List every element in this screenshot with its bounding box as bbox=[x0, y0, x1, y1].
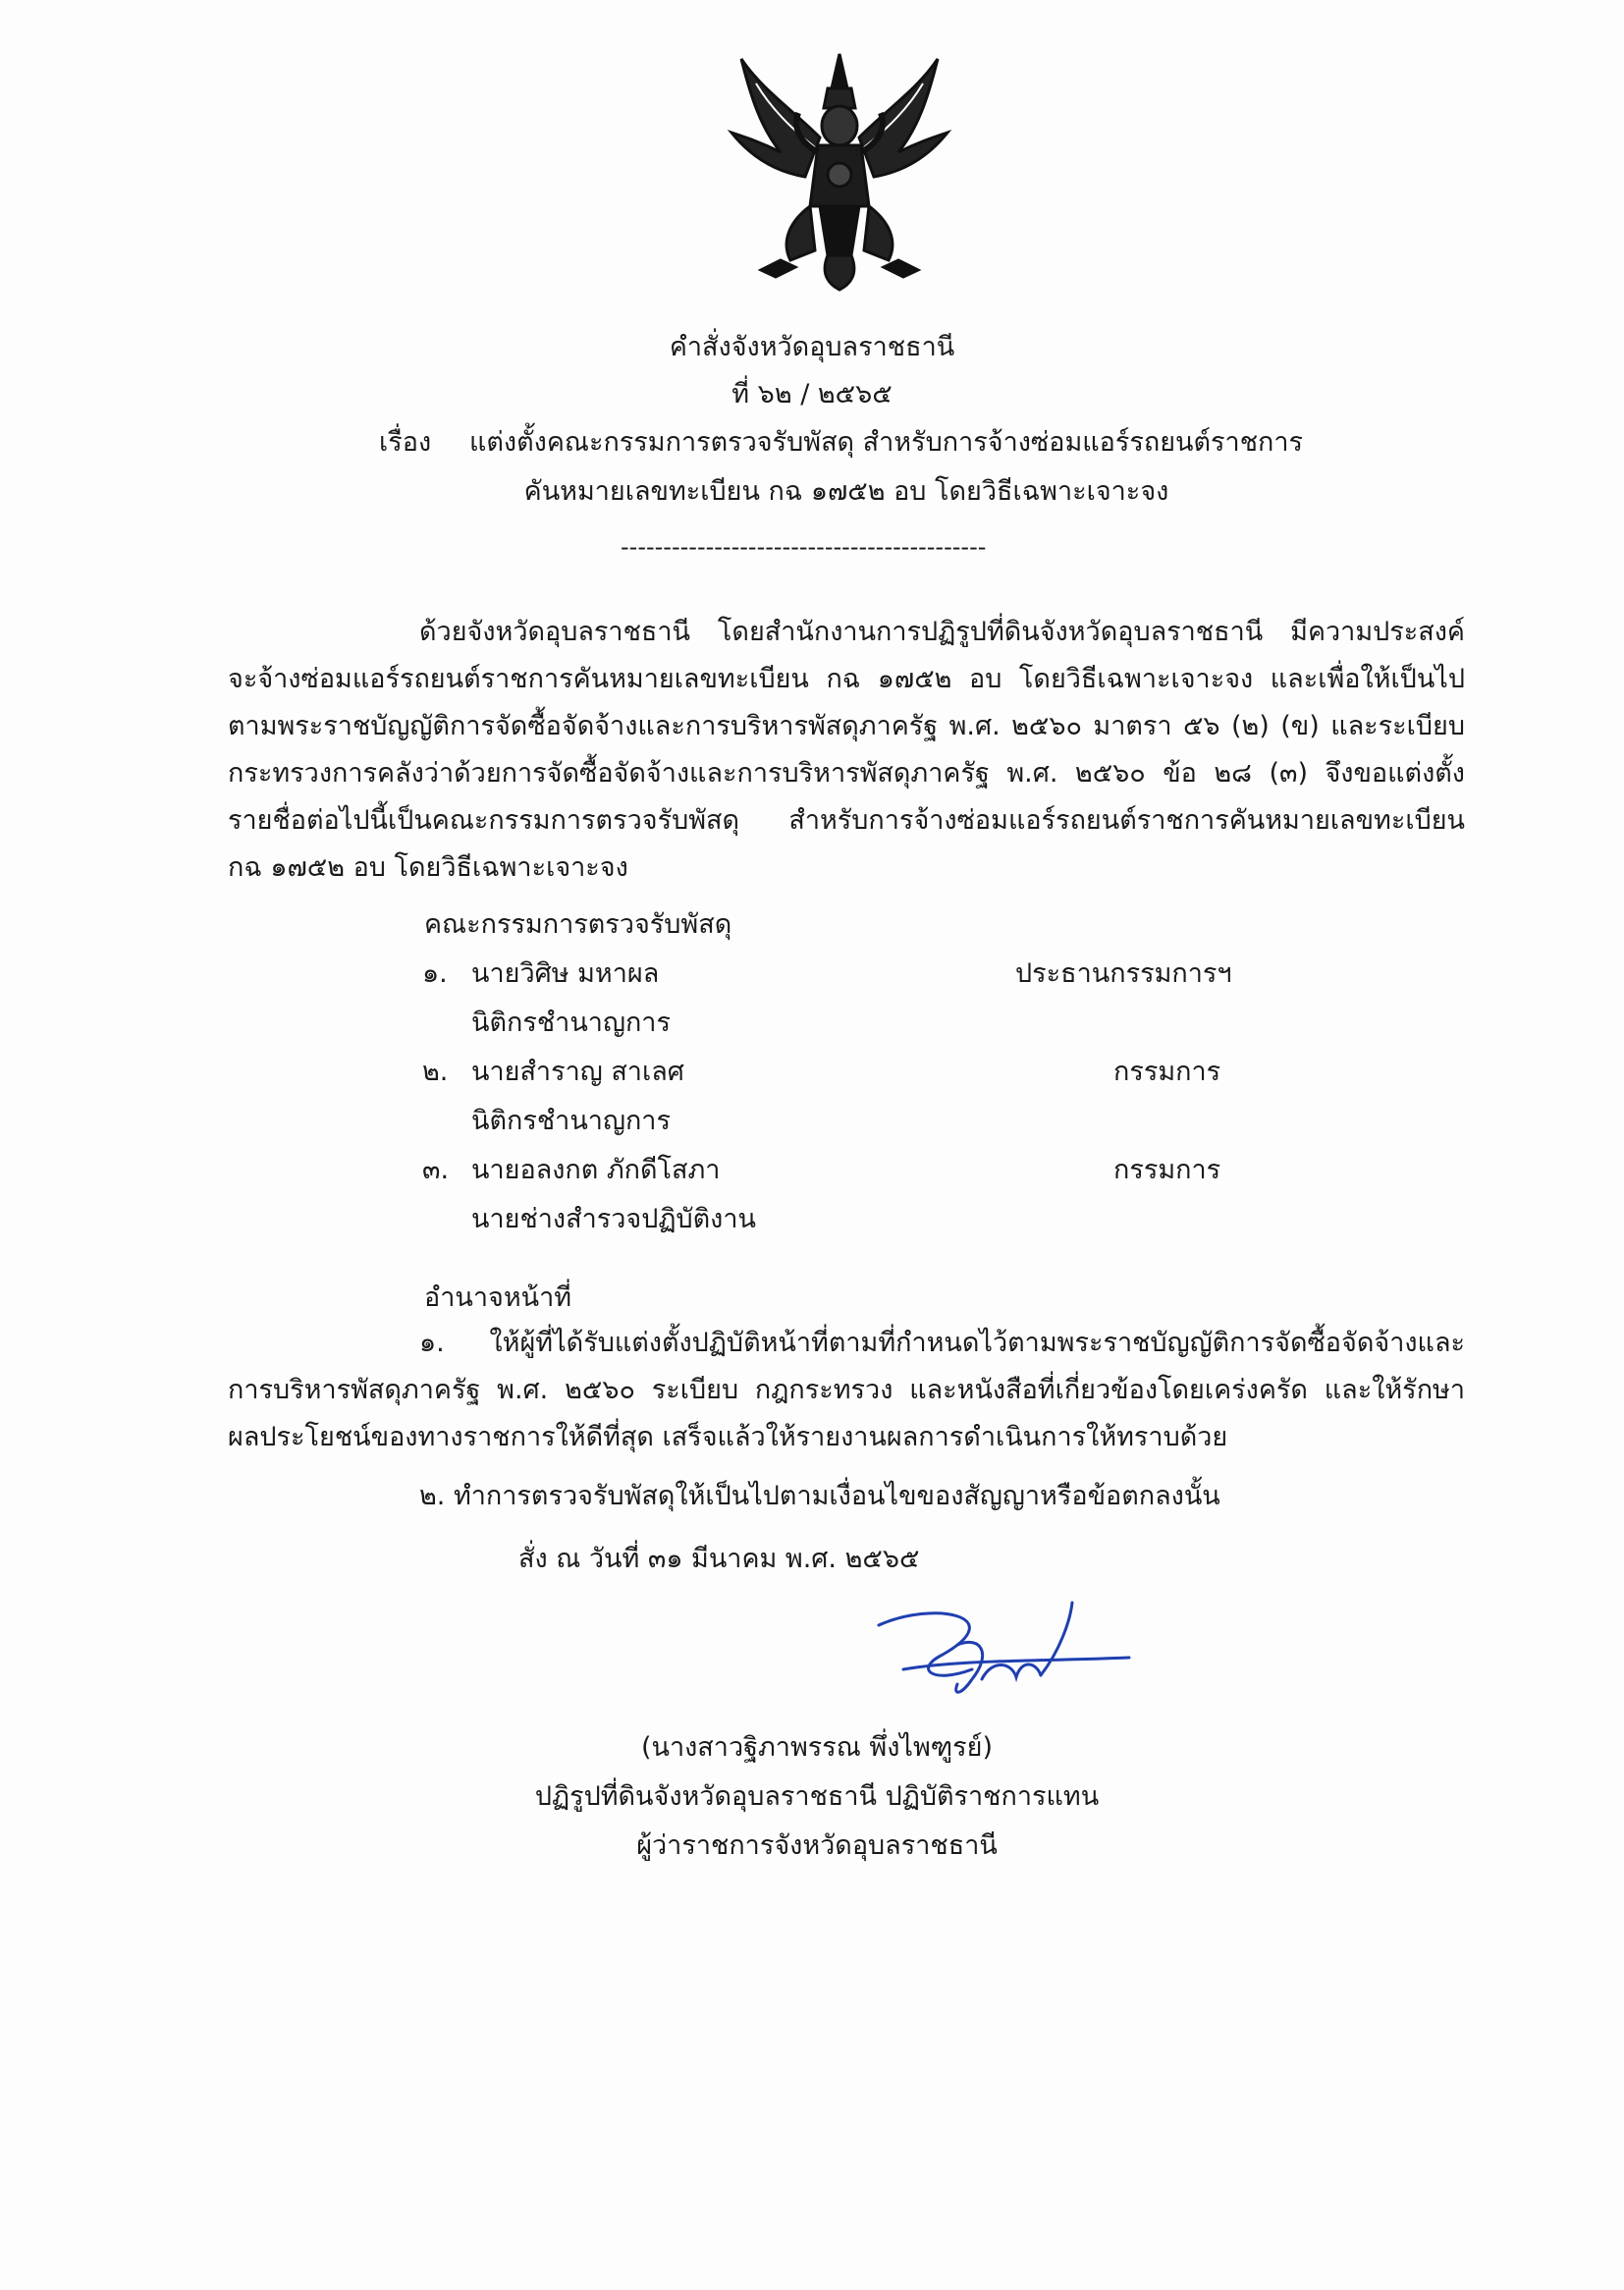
body-line: ด้วยจังหวัดอุบลราชธานี โดยสำนักงานการปฏิรูปที่ดินจังหวัดอุบลราชธานี มีความประสงค์ bbox=[419, 617, 1465, 647]
garuda-emblem bbox=[722, 49, 957, 295]
body-line: จะจ้างซ่อมแอร์รถยนต์ราชการคันหมายเลขทะเบียน กฉ ๑๗๕๒ อบ โดยวิธีเฉพาะเจาะจง และเพื่อให้เป็นไป bbox=[228, 664, 1465, 694]
signatory-name: (นางสาวฐิภาพรรณ พึ่งไพฑูรย์) bbox=[640, 1732, 994, 1763]
committee-heading: คณะกรรมการตรวจรับพัสดุ bbox=[424, 909, 732, 940]
member-number: ๒. bbox=[422, 1057, 449, 1087]
duty-line: การบริหารพัสดุภาครัฐ พ.ศ. ๒๕๖๐ ระเบียบ กฎกระทรวง และหนังสือที่เกี่ยวข้องโดยเคร่งครัด และให้รักษา bbox=[228, 1375, 1465, 1405]
member-role: กรรมการ bbox=[1113, 1057, 1221, 1087]
member-position: นิติกรชำนาญการ bbox=[471, 1106, 671, 1136]
body-line: รายชื่อต่อไปนี้เป็นคณะกรรมการตรวจรับพัสดุ สำหรับการจ้างซ่อมแอร์รถยนต์ราชการคันหมายเลขทะเบียน bbox=[228, 805, 1465, 836]
order-title: คำสั่งจังหวัดอุบลราชธานี bbox=[669, 332, 955, 362]
member-role: ประธานกรรมการฯ bbox=[1015, 958, 1232, 989]
duties-heading: อำนาจหน้าที่ bbox=[424, 1282, 572, 1313]
duty-item-2: ๒. ทำการตรวจรับพัสดุให้เป็นไปตามเงื่อนไขของสัญญาหรือข้อตกลงนั้น bbox=[419, 1481, 1220, 1511]
signatory-position-2: ผู้ว่าราชการจังหวัดอุบลราชธานี bbox=[636, 1830, 998, 1861]
body-line: กระทรวงการคลังว่าด้วยการจัดซื้อจัดจ้างและการบริหารพัสดุภาครัฐ พ.ศ. ๒๕๖๐ ข้อ ๒๘ (๓) จึงขอแต่งตั้ง bbox=[228, 758, 1465, 789]
body-line: กฉ ๑๗๕๒ อบ โดยวิธีเฉพาะเจาะจง bbox=[228, 852, 628, 883]
subject-label: เรื่อง bbox=[379, 427, 432, 458]
member-role: กรรมการ bbox=[1113, 1155, 1221, 1185]
duty-line: ๑. ให้ผู้ที่ได้รับแต่งตั้งปฏิบัติหน้าที่ตามที่กำหนดไว้ตามพระราชบัญญัติการจัดซื้อจัดจ้างและ bbox=[419, 1328, 1465, 1358]
order-number: ที่ ๖๒ / ๒๕๖๕ bbox=[731, 379, 893, 409]
member-number: ๑. bbox=[422, 958, 448, 989]
member-name: นายวิศิษ มหาผล bbox=[471, 958, 660, 989]
signatory-position-1: ปฏิรูปที่ดินจังหวัดอุบลราชธานี ปฏิบัติราชการแทน bbox=[534, 1781, 1100, 1812]
given-date: สั่ง ณ วันที่ ๓๑ มีนาคม พ.ศ. ๒๕๖๕ bbox=[518, 1544, 920, 1574]
signature-mark bbox=[874, 1601, 1149, 1728]
member-name: นายสำราญ สาเลศ bbox=[471, 1057, 684, 1087]
body-paragraph bbox=[228, 609, 1465, 892]
duty-item-1 bbox=[228, 1320, 1465, 1461]
duty-line: ผลประโยชน์ของทางราชการให้ดีที่สุด เสร็จแล้วให้รายงานผลการดำเนินการให้ทราบด้วย bbox=[228, 1422, 1228, 1452]
header-divider: ------------------------------------------- bbox=[621, 533, 987, 561]
member-position: นิติกรชำนาญการ bbox=[471, 1008, 671, 1038]
body-line: ตามพระราชบัญญัติการจัดซื้อจัดจ้างและการบริหารพัสดุภาครัฐ พ.ศ. ๒๕๖๐ มาตรา ๕๖ (๒) (ข) และระเบียบ bbox=[228, 711, 1465, 741]
subject-line-1: แต่งตั้งคณะกรรมการตรวจรับพัสดุ สำหรับการจ้างซ่อมแอร์รถยนต์ราชการ bbox=[469, 427, 1304, 458]
member-number: ๓. bbox=[422, 1155, 450, 1185]
subject-line-2: คันหมายเลขทะเบียน กฉ ๑๗๕๒ อบ โดยวิธีเฉพาะเจาะจง bbox=[523, 476, 1169, 507]
member-position: นายช่างสำรวจปฏิบัติงาน bbox=[471, 1204, 756, 1234]
member-name: นายอลงกต ภักดีโสภา bbox=[471, 1155, 721, 1185]
